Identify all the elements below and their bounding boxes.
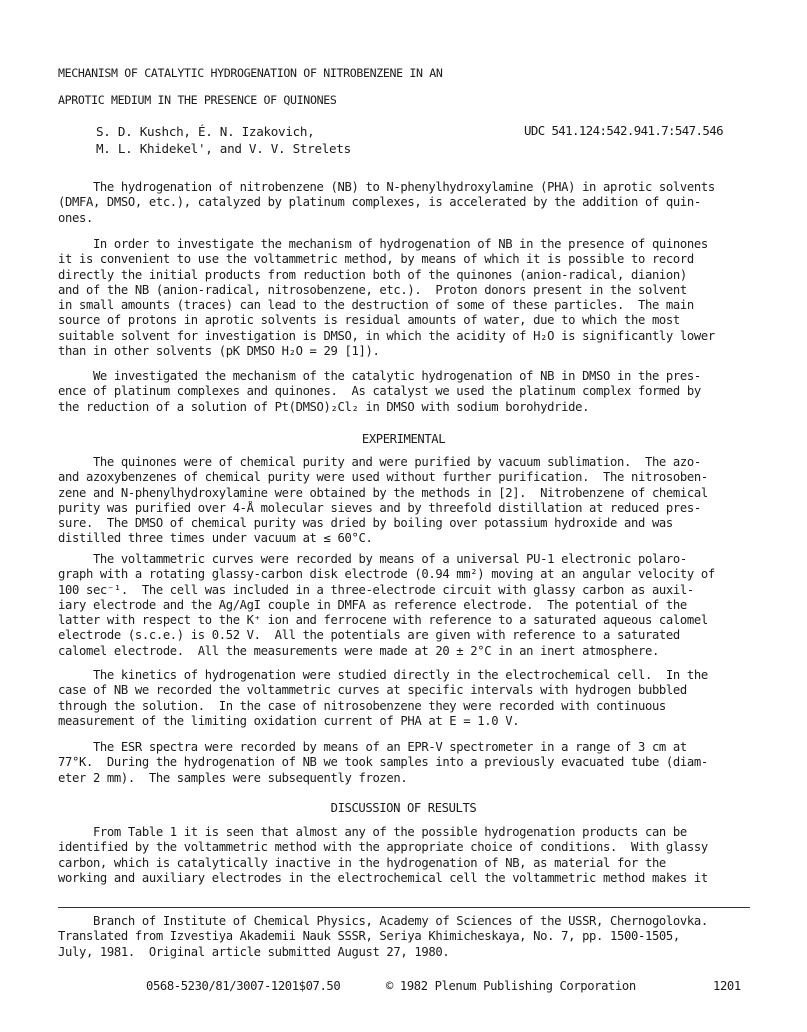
- article-title-line-2: APROTIC MEDIUM IN THE PRESENCE OF QUINONES: [58, 93, 337, 107]
- text-line: in small amounts (traces) can lead to the destruction of some of these particles. The main: [58, 298, 694, 313]
- text-line: zene and N-phenylhydroxylamine were obtained by the methods in [2]. Nitrobenzene of chemical: [58, 485, 708, 500]
- text-line: graph with a rotating glassy-carbon disk electrode (0.94 mm²) moving at an angular velocity of: [58, 567, 715, 582]
- text-line: through the solution. In the case of nitrosobenzene they were recorded with continuous: [58, 698, 666, 713]
- text-line: 100 sec⁻¹. The cell was included in a three-electrode circuit with glassy carbon as auxil-: [58, 582, 694, 597]
- text-line: working and auxiliary electrodes in the electrochemical cell the voltammetric method makes it: [58, 870, 708, 885]
- text-line: purity was purified over 4-Å molecular sieves and by threefold distillation at reduced pres-: [58, 500, 701, 515]
- footnote: [58, 906, 758, 960]
- text-line: sure. The DMSO of chemical purity was dried by boiling over potassium hydroxide and was: [58, 516, 673, 531]
- experimental-paragraph-3: [58, 668, 750, 729]
- aim-paragraph: [58, 369, 750, 415]
- text-line: electrode (s.c.e.) is 0.52 V. All the potentials are given with reference to a saturated: [58, 628, 680, 643]
- section-heading-experimental: EXPERIMENTAL: [361, 432, 446, 446]
- author-line-1: S. D. Kushch, É. N. Izakovich,: [96, 124, 315, 139]
- text-line: The voltammetric curves were recorded by means of a universal PU-1 electronic polaro-: [58, 552, 687, 566]
- text-line: the reduction of a solution of Pt(DMSO)₂Cl₂ in DMSO with sodium borohydride.: [58, 399, 590, 414]
- text-line: case of NB we recorded the voltammetric curves at specific intervals with hydrogen bubbled: [58, 683, 687, 698]
- copyright-notice: © 1982 Plenum Publishing Corporation: [386, 979, 636, 993]
- text-line: (DMFA, DMSO, etc.), catalyzed by platinum complexes, is accelerated by the addition of quin-: [58, 195, 701, 210]
- footnote-line: July, 1981. Original article submitted August 27, 1980.: [58, 944, 450, 959]
- text-line: We investigated the mechanism of the catalytic hydrogenation of NB in DMSO in the pres-: [58, 369, 701, 383]
- text-line: In order to investigate the mechanism of hydrogenation of NB in the presence of quinones: [58, 237, 708, 251]
- text-line: latter with respect to the K⁺ ion and ferrocene with reference to a saturated aqueous calomel: [58, 613, 708, 628]
- discussion-paragraph-1: [58, 825, 750, 886]
- intro-paragraph: [58, 237, 750, 359]
- text-line: distilled three times under vacuum at ≤ 60°C.: [58, 531, 373, 546]
- article-title-line-1: MECHANISM OF CATALYTIC HYDROGENATION OF NITROBENZENE IN AN: [58, 66, 443, 80]
- author-list: [96, 123, 351, 157]
- text-line: directly the initial products from reduction both of the quinones (anion-radical, dianion): [58, 267, 687, 282]
- text-line: ones.: [58, 210, 93, 225]
- text-line: The kinetics of hydrogenation were studied directly in the electrochemical cell. In the: [58, 668, 708, 682]
- footnote-line: Branch of Institute of Chemical Physics, Academy of Sciences of the USSR, Chernogolovka.: [58, 914, 708, 928]
- experimental-paragraph-1: [58, 455, 750, 547]
- text-line: identified by the voltammetric method with the appropriate choice of conditions. With glassy: [58, 840, 708, 855]
- page-number: 1201: [713, 979, 741, 993]
- text-line: From Table 1 it is seen that almost any of the possible hydrogenation products can be: [58, 825, 687, 839]
- author-line-2: M. L. Khidekel', and V. V. Strelets: [96, 141, 351, 156]
- publication-code: 0568-5230/81/3007-1201$07.50: [146, 979, 341, 993]
- text-line: source of protons in aprotic solvents is residual amounts of water, due to which the most: [58, 313, 680, 328]
- experimental-paragraph-4: [58, 740, 750, 786]
- text-line: carbon, which is catalytically inactive in the hydrogenation of NB, as material for the: [58, 855, 666, 870]
- text-line: and of the NB (anion-radical, nitrosobenzene, etc.). Proton donors present in the solvent: [58, 282, 687, 297]
- text-line: suitable solvent for investigation is DMSO, in which the acidity of H₂O is significantly lower: [58, 328, 715, 343]
- section-heading-discussion: DISCUSSION OF RESULTS: [330, 801, 477, 815]
- text-line: The ESR spectra were recorded by means of an EPR-V spectrometer in a range of 3 cm at: [58, 740, 687, 754]
- text-line: The hydrogenation of nitrobenzene (NB) to N-phenylhydroxylamine (PHA) in aprotic solvents: [58, 180, 715, 194]
- text-line: than in other solvents (pK DMSO H₂O = 29 [1]).: [58, 344, 380, 359]
- text-line: iary electrode and the Ag/AgI couple in DMFA as reference electrode. The potential of the: [58, 597, 687, 612]
- text-line: ence of platinum complexes and quinones. As catalyst we used the platinum complex formed by: [58, 384, 701, 399]
- abstract-paragraph: [58, 180, 750, 226]
- text-line: calomel electrode. All the measurements were made at 20 ± 2°C in an inert atmosphere.: [58, 643, 659, 658]
- experimental-paragraph-2: [58, 552, 750, 659]
- text-line: and azoxybenzenes of chemical purity were used without further purification. The nitrosoben-: [58, 470, 708, 485]
- text-line: measurement of the limiting oxidation current of PHA at E = 1.0 V.: [58, 713, 520, 728]
- footnote-line: Translated from Izvestiya Akademii Nauk SSSR, Seriya Khimicheskaya, No. 7, pp. 1500-1505,: [58, 929, 680, 944]
- text-line: The quinones were of chemical purity and were purified by vacuum sublimation. The azo-: [58, 455, 701, 469]
- text-line: eter 2 mm). The samples were subsequently frozen.: [58, 770, 408, 785]
- text-line: it is convenient to use the voltammetric method, by means of which it is possible to record: [58, 252, 694, 267]
- text-line: 77°K. During the hydrogenation of NB we took samples into a previously evacuated tube (diam-: [58, 755, 708, 770]
- udc-code: UDC 541.124:542.941.7:547.546: [524, 123, 723, 138]
